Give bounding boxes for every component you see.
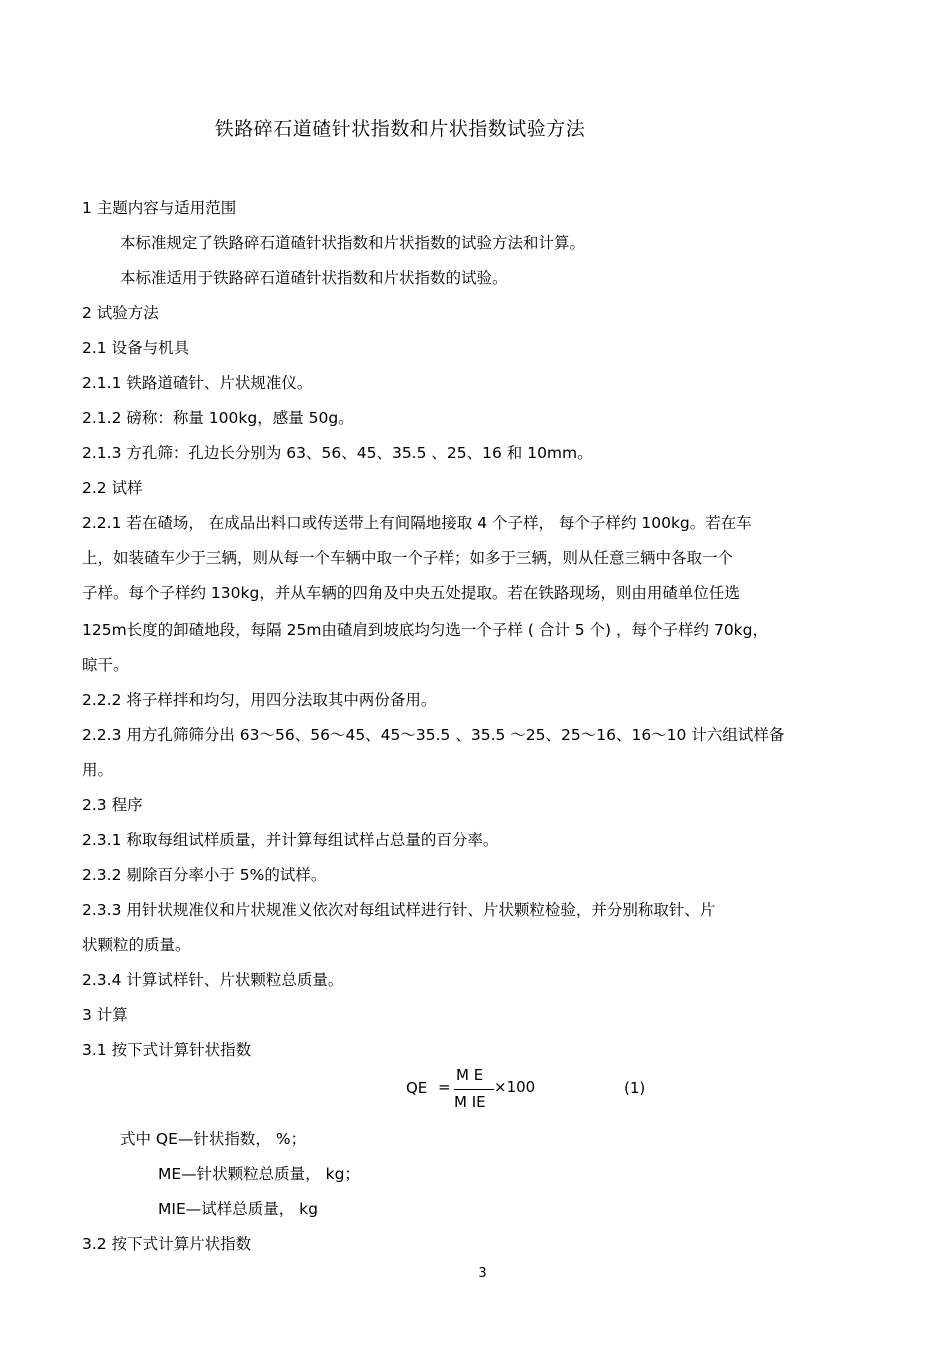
text-line: MIE—试样总质量， kg xyxy=(158,1200,318,1218)
text-line: 2.2.1 若在碴场， 在成品出料口或传送带上有间隔地接取 4 个子样， 每个子样约 100kg。若在车 xyxy=(82,514,752,532)
text-line: 3.1 按下式计算针状指数 xyxy=(82,1041,252,1059)
text-line: 2.3 程序 xyxy=(82,796,143,814)
text-line: 2.1 设备与机具 xyxy=(82,339,190,357)
text-line: 2.1.2 磅称：称量 100kg，感量 50g。 xyxy=(82,409,354,427)
text-line: 3.2 按下式计算片状指数 xyxy=(82,1235,252,1253)
text-line: 2.2.3 用方孔筛筛分出 63～56、56～45、45～35.5 、35.5 ～25、25～16、16～10 计六组试样备 xyxy=(82,726,785,744)
formula-needle-index xyxy=(406,1062,666,1118)
text-line: 3 计算 xyxy=(82,1006,128,1024)
text-line: 2.2.2 将子样拌和均匀，用四分法取其中两份备用。 xyxy=(82,691,437,709)
text-line: 子样。每个子样约 130kg，并从车辆的四角及中央五处提取。若在铁路现场，则由用碴单位任选 xyxy=(82,584,740,602)
page-number: 3 xyxy=(478,1266,487,1281)
text-line: 2.3.4 计算试样针、片状颗粒总质量。 xyxy=(82,971,344,989)
text-line: 2.1.3 方孔筛：孔边长分别为 63、56、45、35.5 、25、16 和 10mm。 xyxy=(82,444,593,462)
formula-numerator: M E xyxy=(456,1066,484,1084)
text-line: 式中 QE—针状指数， %； xyxy=(120,1130,307,1148)
text-line: 2.1.1 铁路道碴针、片状规准仪。 xyxy=(82,374,313,392)
text-line: 2 试验方法 xyxy=(82,304,159,322)
text-line: 上，如装碴车少于三辆，则从每一个车辆中取一个子样；如多于三辆，则从任意三辆中各取一个 xyxy=(82,549,734,567)
text-line: 状颗粒的质量。 xyxy=(82,936,191,954)
text-line: 2.2 试样 xyxy=(82,479,143,497)
text-line: 本标准规定了铁路碎石道碴针状指数和片状指数的试验方法和计算。 xyxy=(120,234,586,252)
text-line: 用。 xyxy=(82,761,114,779)
formula-equals: = xyxy=(438,1078,451,1096)
fraction-bar xyxy=(454,1089,494,1090)
text-line: 125m长度的卸碴地段，每隔 25m由碴肩到坡底均匀选一个子样 ( 合计 5 个) ，每个子样约 70kg， xyxy=(82,621,768,639)
document-title: 铁路碎石道碴针状指数和片状指数试验方法 xyxy=(214,118,586,140)
text-line: 1 主题内容与适用范围 xyxy=(82,199,237,217)
text-line: 2.3.3 用针状规准仪和片状规准义依次对每组试样进行针、片状颗粒检验，并分别称取针、片 xyxy=(82,901,716,919)
text-line: 晾干。 xyxy=(82,656,129,674)
text-line: 2.3.2 剔除百分率小于 5%的试样。 xyxy=(82,866,327,884)
text-line: ME—针状颗粒总质量， kg； xyxy=(158,1165,360,1183)
formula-number: (1) xyxy=(624,1079,646,1097)
formula-multiplier: ×100 xyxy=(494,1078,536,1096)
text-line: 本标准适用于铁路碎石道碴针状指数和片状指数的试验。 xyxy=(120,269,508,287)
formula-denominator: M IE xyxy=(454,1093,486,1111)
text-line: 2.3.1 称取每组试样质量，并计算每组试样占总量的百分率。 xyxy=(82,831,499,849)
formula-lhs: QE xyxy=(406,1079,428,1097)
